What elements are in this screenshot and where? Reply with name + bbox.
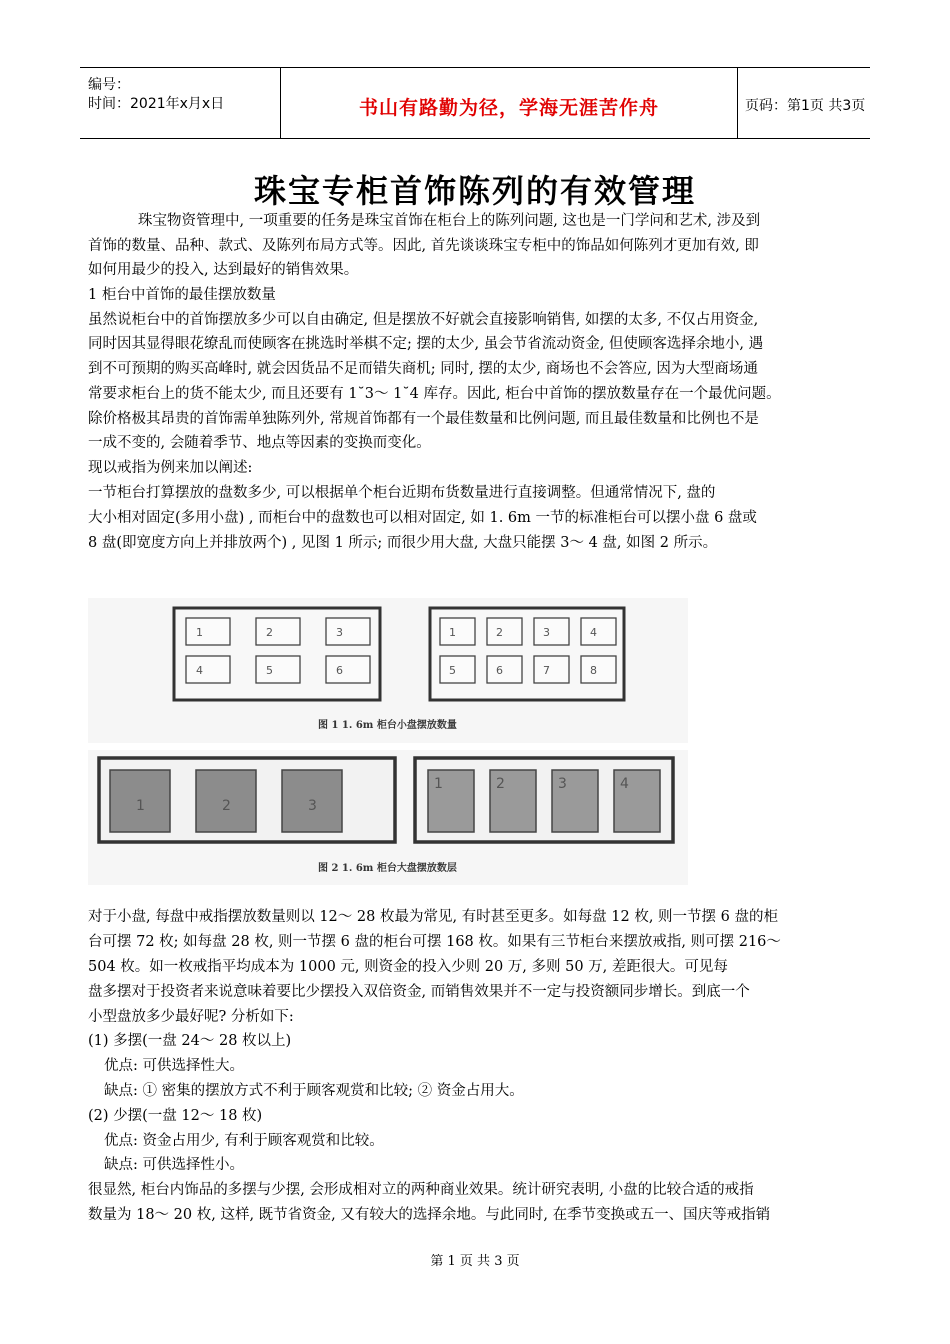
page-title: 珠宝专柜首饰陈列的有效管理 [253, 172, 696, 210]
figure-1-right-tray-5 [440, 656, 475, 683]
figure-1-right-tray-1 [440, 618, 475, 645]
figure-2-left-tray-label-1: 1 [136, 798, 145, 814]
figure-1-left-tray-2 [256, 618, 300, 645]
figure-2-right-tray-label-2: 2 [496, 776, 505, 792]
intro-line-2: 首饰的数量、品种、款式、及陈列布局方式等。因此, 首先谈谈珠宝专柜中的饰品如何陈列才更加有效, 即 [88, 238, 759, 254]
serial-label: 编号： [88, 77, 130, 93]
figure-1-right-tray-label-2: 2 [496, 626, 503, 639]
figure-2-left-tray-label-2: 2 [222, 798, 231, 814]
header-meta-cell [80, 68, 280, 138]
figure-2-right-tray-label-3: 3 [558, 776, 567, 792]
figure-1-right-tray-label-5: 5 [449, 664, 456, 677]
paragraph-4-line-3: 504 枚。如一枚戒指平均成本为 1000 元, 则资金的投入少则 20 万, 多则 50 万, 差距很大。可见每 [88, 959, 728, 975]
figure-1-left-tray-label-3: 3 [336, 626, 343, 639]
section-heading-1: 1 柜台中首饰的最佳摆放数量 [88, 287, 276, 303]
figure-2-right-tray-label-1: 1 [434, 776, 443, 792]
intro-line-1: 珠宝物资管理中, 一项重要的任务是珠宝首饰在柜台上的陈列问题, 这也是一门学问和艺术, 涉及到 [138, 213, 761, 229]
figure-1-left-tray-label-5: 5 [266, 664, 273, 677]
figure-1-right-tray-7 [534, 656, 569, 683]
figure-1-right-tray-label-3: 3 [543, 626, 550, 639]
paragraph-1-line-5: 除价格极其昂贵的首饰需单独陈列外, 常规首饰都有一个最佳数量和比例问题, 而且最佳数量和比例也不是 [88, 411, 759, 427]
figure-1-left-tray-label-2: 2 [266, 626, 273, 639]
figure-1-left-tray-5 [256, 656, 300, 683]
figure-1-right-tray-label-1: 1 [449, 626, 456, 639]
figure-2-drawing [88, 750, 688, 885]
figure-1-right-tray-8 [581, 656, 616, 683]
paragraph-3-line-1: 一节柜台打算摆放的盘数多少, 可以根据单个柜台近期布货数量进行直接调整。但通常情况下, 盘的 [88, 485, 716, 501]
paragraph-4-line-1: 对于小盘, 每盘中戒指摆放数量则以 12～ 28 枚最为常见, 有时甚至更多。如每盘 12 枚, 则一节摆 6 盘的柜 [88, 909, 778, 925]
figure-1-right-tray-3 [534, 618, 569, 645]
paragraph-3-line-2: 大小相对固定(多用小盘) , 而柜台中的盘数也可以相对固定, 如 1. 6m 一节的标准柜台可以摆小盘 6 盘或 [88, 510, 757, 526]
list-item-1-pros: 优点: 可供选择性大。 [104, 1058, 244, 1074]
figure-1-left-tray-3 [326, 618, 370, 645]
figure-1-drawing [88, 598, 688, 743]
figure-1-right-tray-6 [487, 656, 522, 683]
intro-line-3: 如何用最少的投入, 达到最好的销售效果。 [88, 262, 359, 278]
figure-1-left-tray-label-4: 4 [196, 664, 203, 677]
document-header [80, 67, 870, 139]
figure-1-left-tray-6 [326, 656, 370, 683]
list-item-1: (1) 多摆(一盘 24～ 28 枚以上) [88, 1033, 292, 1049]
paragraph-4-line-5: 小型盘放多少最好呢? 分析如下: [88, 1009, 294, 1025]
page-footer: 第 1 页 共 3 页 [430, 1254, 520, 1269]
motto: 书山有路勤为径，学海无涯苦作舟 [358, 97, 659, 119]
figure-1-right-tray-label-8: 8 [590, 664, 597, 677]
page-label: 页码：第1页 共3页 [745, 98, 866, 114]
paragraph-4-line-2: 台可摆 72 枚; 如每盘 28 枚, 则一节摆 6 盘的柜台可摆 168 枚。如果有三节柜台来摆放戒指, 则可摆 216～ [88, 934, 781, 950]
paragraph-3-line-3: 8 盘(即宽度方向上并排放两个) , 见图 1 所示; 而很少用大盘, 大盘只能摆 3～ 4 盘, 如图 2 所示。 [88, 535, 718, 551]
figure-1-right-tray-label-6: 6 [496, 664, 503, 677]
date-label: 时间：2021年x月x日 [88, 96, 225, 112]
figure-1-left-tray-label-1: 1 [196, 626, 203, 639]
figure-1-right-tray-4 [581, 618, 616, 645]
figure-1-right-tray-label-7: 7 [543, 664, 550, 677]
figure-1 [88, 598, 688, 743]
figure-2-right-tray-label-4: 4 [620, 776, 629, 792]
header-page-cell [737, 68, 870, 138]
figure-1-caption: 图 1 1. 6m 柜台小盘摆放数量 [318, 720, 457, 731]
paragraph-1-line-4: 常要求柜台上的货不能太少, 而且还要有 1˘3～ 1˘4 库存。因此, 柜台中首饰的摆放数量存在一个最优问题。 [88, 386, 781, 402]
list-item-1-cons: 缺点: ① 密集的摆放方式不利于顾客观赏和比较; ② 资金占用大。 [104, 1083, 524, 1099]
list-item-2: (2) 少摆(一盘 12～ 18 枚) [88, 1108, 263, 1124]
figure-1-left-tray-1 [186, 618, 230, 645]
paragraph-2: 现以戒指为例来加以阐述: [88, 460, 253, 476]
list-item-2-pros: 优点: 资金占用少, 有利于顾客观赏和比较。 [104, 1133, 384, 1149]
figure-2-caption: 图 2 1. 6m 柜台大盘摆放数层 [318, 863, 457, 874]
paragraph-1-line-6: 一成不变的, 会随着季节、地点等因素的变换而变化。 [88, 435, 431, 451]
figure-1-right-tray-2 [487, 618, 522, 645]
paragraph-1-line-3: 到不可预期的购买高峰时, 就会因货品不足而错失商机; 同时, 摆的太少, 商场也不会答应, 因为大型商场通 [88, 361, 758, 377]
figure-2-left-tray-label-3: 3 [308, 798, 317, 814]
paragraph-1-line-1: 虽然说柜台中的首饰摆放多少可以自由确定, 但是摆放不好就会直接影响销售, 如摆的太多, 不仅占用资金, [88, 312, 759, 328]
paragraph-4-line-4: 盘多摆对于投资者来说意味着要比少摆投入双倍资金, 而销售效果并不一定与投资额同步增长。到底一个 [88, 984, 750, 1000]
paragraph-5-line-1: 很显然, 柜台内饰品的多摆与少摆, 会形成相对立的两种商业效果。统计研究表明, 小盘的比较合适的戒指 [88, 1182, 754, 1198]
figure-2 [88, 750, 688, 885]
paragraph-1-line-2: 同时因其显得眼花缭乱而使顾客在挑选时举棋不定; 摆的太少, 虽会节省流动资金, 但使顾客选择余地小, 遇 [88, 336, 764, 352]
figure-1-left-tray-label-6: 6 [336, 664, 343, 677]
figure-1-left-tray-4 [186, 656, 230, 683]
list-item-2-cons: 缺点: 可供选择性小。 [104, 1157, 244, 1173]
paragraph-5-line-2: 数量为 18～ 20 枚, 这样, 既节省资金, 又有较大的选择余地。与此同时, 在季节变换或五一、国庆等戒指销 [88, 1207, 771, 1223]
header-motto-cell [280, 68, 738, 138]
figure-1-right-tray-label-4: 4 [590, 626, 597, 639]
